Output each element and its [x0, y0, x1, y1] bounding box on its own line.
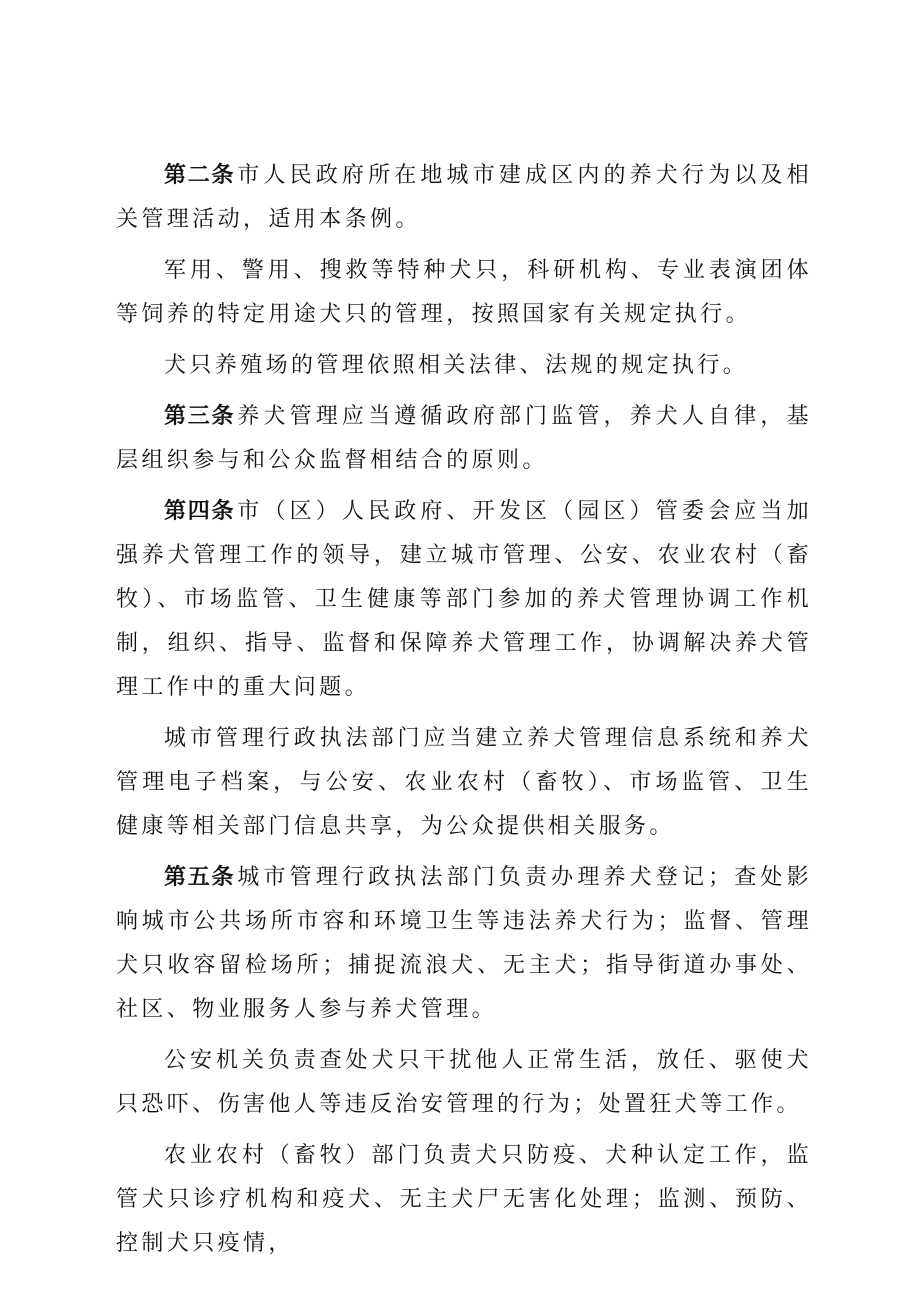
paragraph-text: 市（区）人民政府、开发区（园区）管委会应当加强养犬管理工作的领导，建立城市管理、公安、农业农村（畜牧）、市场监管、卫生健康等部门参加的养犬管理协调工作机制，组织、指导、监督和保障养犬管理工作，协调解决养犬管理工作中的重大问题。: [116, 499, 812, 700]
paragraph: [116, 344, 812, 388]
article-heading: 第三条: [164, 404, 236, 429]
paragraph-text: 市人民政府所在地城市建成区内的养犬行为以及相关管理活动，适用本条例。: [116, 163, 812, 232]
paragraph-text: 公安机关负责查处犬只干扰他人正常生活，放任、驱使犬只恐吓、伤害他人等违反治安管理的行为；处置狂犬等工作。: [116, 1048, 812, 1117]
article-heading: 第四条: [164, 499, 236, 524]
paragraph-article-3: [116, 395, 812, 483]
paragraph: [116, 1134, 812, 1266]
paragraph-text: 养犬管理应当遵循政府部门监管，养犬人自律，基层组织参与和公众监督相结合的原则。: [116, 404, 812, 473]
article-heading: 第五条: [164, 865, 236, 890]
paragraph: [116, 249, 812, 337]
paragraph-text: 军用、警用、搜救等特种犬只，科研机构、专业表演团体等饲养的特定用途犬只的管理，按照国家有关规定执行。: [116, 258, 812, 327]
paragraph-text: 农业农村（畜牧）部门负责犬只防疫、犬种认定工作，监管犬只诊疗机构和疫犬、无主犬尸无害化处理；监测、预防、控制犬只疫情，: [116, 1143, 812, 1256]
paragraph: [116, 717, 812, 849]
paragraph-text: 城市管理行政执法部门应当建立养犬管理信息系统和养犬管理电子档案，与公安、农业农村（畜牧）、市场监管、卫生健康等相关部门信息共享，为公众提供相关服务。: [116, 726, 812, 839]
paragraph-text: 城市管理行政执法部门负责办理养犬登记；查处影响城市公共场所市容和环境卫生等违法养犬行为；监督、管理犬只收容留检场所；捕捉流浪犬、无主犬；指导街道办事处、社区、物业服务人参与养犬管理。: [116, 865, 812, 1022]
paragraph-article-5: [116, 856, 812, 1032]
paragraph: [116, 1039, 812, 1127]
document-body: [116, 154, 812, 1273]
paragraph-article-2: [116, 154, 812, 242]
paragraph-article-4: [116, 490, 812, 710]
paragraph-text: 犬只养殖场的管理依照相关法律、法规的规定执行。: [164, 353, 749, 378]
article-heading: 第二条: [164, 163, 236, 188]
